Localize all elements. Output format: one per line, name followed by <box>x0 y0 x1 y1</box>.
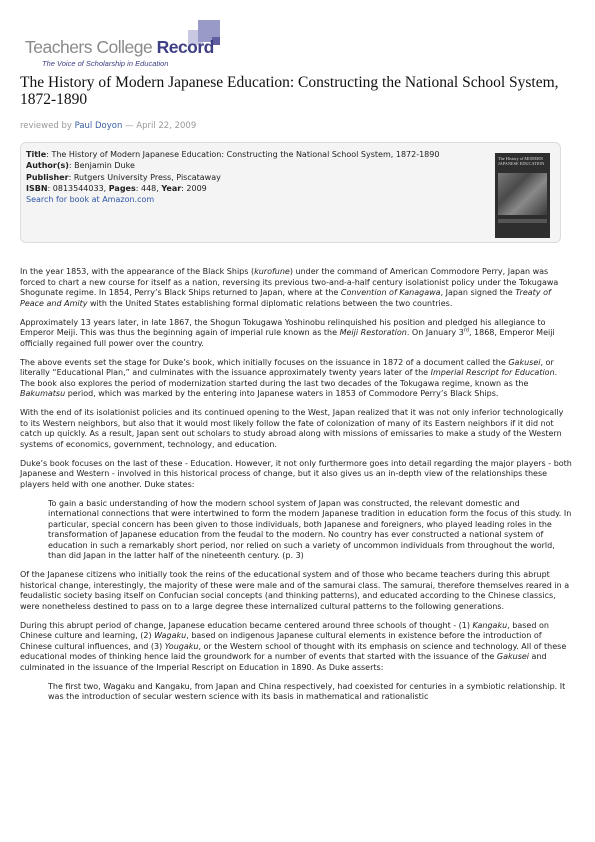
paragraph-4: With the end of its isolationist policies and its continued opening to the West, Japan realized that it was not only inferior technologically to its Western neighbors, but also that it would most likely follow the fate of colonization of many of its Eastern neighbors if it did not catch up quickly. As a result, Japan sent out scholars to study abroad along with missions of emissaries to make a study of the Western systems of economics, government, technology, and education. <box>20 408 564 449</box>
book-title-row: Title: The History of Modern Japanese Education: Constructing the National School System, 1872-1890 <box>26 150 440 159</box>
paragraph-7: During this abrupt period of change, Japanese education became centered around three schools of thought - (1) Kangaku, based on Chinese culture and learning, (2) Wagaku, based on indigenous Japanese cultural elements in existence before the introduction of Chinese cultural influences, and (3) Yougaku, or the Western school of thought with its emphasis on science and technology. All of these educational modes of thinking hence laid the groundwork for a number of events that started with the issuance of the Gakusei and culminated in the issuance of the Imperial Rescript on Education in 1890. As Duke asserts: <box>20 620 567 672</box>
byline: reviewed by Paul Doyon — April 22, 2009 <box>20 121 197 131</box>
amazon-search-link[interactable]: Search for book at Amazon.com <box>26 195 155 205</box>
book-isbn-row: ISBN: 0813544033, Pages: 448, Year: 2009 <box>26 183 207 193</box>
logo-tagline: The Voice of Scholarship in Education <box>42 59 169 68</box>
paragraph-1: In the year 1853, with the appearance of the Black Ships (kurofune) under the command of American Commodore Perry, Japan was forced to chart a new course for itself as a nation, reversing its previous two-and-a-half century isolationist policy under the Tokugawa Shogunate regime. In 1854, Perry’s Black Ships returned to Japan, where at the Convention of Kanagawa, Japan signed the Treaty of Peace and Amity with the United States establishing formal diplomatic relations between the two countries. <box>20 267 559 308</box>
review-date: April 22, 2009 <box>136 121 197 131</box>
book-cover-photo <box>498 173 547 215</box>
book-author-row: Author(s): Benjamin Duke <box>26 161 135 171</box>
logo-wordmark: Teachers College Record <box>25 37 214 57</box>
book-publisher-row: Publisher: Rutgers University Press, Piscataway <box>26 172 221 182</box>
book-cover-band <box>498 219 547 223</box>
book-cover-image[interactable] <box>495 153 550 238</box>
site-logo[interactable] <box>22 20 222 72</box>
paragraph-6: Of the Japanese citizens who initially took the reins of the educational system and of those who became teachers during this abrupt historical change, interestingly, the majority of these were male and of the samurai class. The samurai, therefore themselves reared in a feudalistic society basing itself on Confucian social concepts (and thinking patterns), and educated according to the Chinese classics, were nonetheless destined to pass on to a large degree these internalized cultural patterns to the following generations. <box>20 570 570 611</box>
book-info-box <box>20 142 561 243</box>
block-quote-1: To gain a basic understanding of how the modern school system of Japan was constructed, the relevant domestic and international connections that were intertwined to form the modern Japanese tradition in education form the focus of this study. In particular, special concern has been given to those individuals, both Japanese and foreigners, who played leading roles in the transformation of Japanese education from the feudal to the modern. No country has ever constructed a national system of education in such a remarkably short period, nor relied on such a variety of uncommon individuals from throughout the world, than did Japan in the latter half of the nineteenth century. (p. 3) <box>48 498 572 560</box>
paragraph-5: Duke’s book focuses on the last of these - Education. However, it not only furthermore goes into detail regarding the major players - both Japanese and Western - involved in this historical process of change, but it also gives us an in-depth view of the relationships these players held with one another. Duke states: <box>20 458 572 489</box>
article-title: The History of Modern Japanese Education: Constructing the National School System, 1872-1890 <box>20 74 559 108</box>
review-body <box>20 267 572 711</box>
paragraph-2: Approximately 13 years later, in late 1867, the Shogun Tokugawa Yoshinobu relinquished his position and pledged his allegiance to Emperor Meiji. This was thus the beginning again of imperial rule known as the Meiji Restoration. On January 3rd, 1868, Emperor Meiji officially regained full power over the country. <box>20 317 555 348</box>
block-quote-2: The first two, Wagaku and Kangaku, from Japan and China respectively, had coexisted for centuries in a symbiotic relationship. It was the introduction of secular western science with its basis in mathematical and rationalistic <box>48 681 566 701</box>
paragraph-3: The above events set the stage for Duke’s book, which initially focuses on the issuance in 1872 of a document called the Gakusei, or literally “Educational Plan,” and culminates with the issuance approximately twenty years later of the Imperial Rescript for Education. The book also explores the period of modernization started during the last two decades of the Tokugawa regime, known as the Bakumatsu period, which was marked by the entering into Japanese waters in 1853 of Commodore Perry’s Black Ships. <box>20 357 558 398</box>
book-cover-title: The History of MODERN JAPANESE EDUCATION <box>498 156 545 166</box>
reviewer-link[interactable]: Paul Doyon <box>74 121 123 131</box>
book-details <box>26 149 439 205</box>
